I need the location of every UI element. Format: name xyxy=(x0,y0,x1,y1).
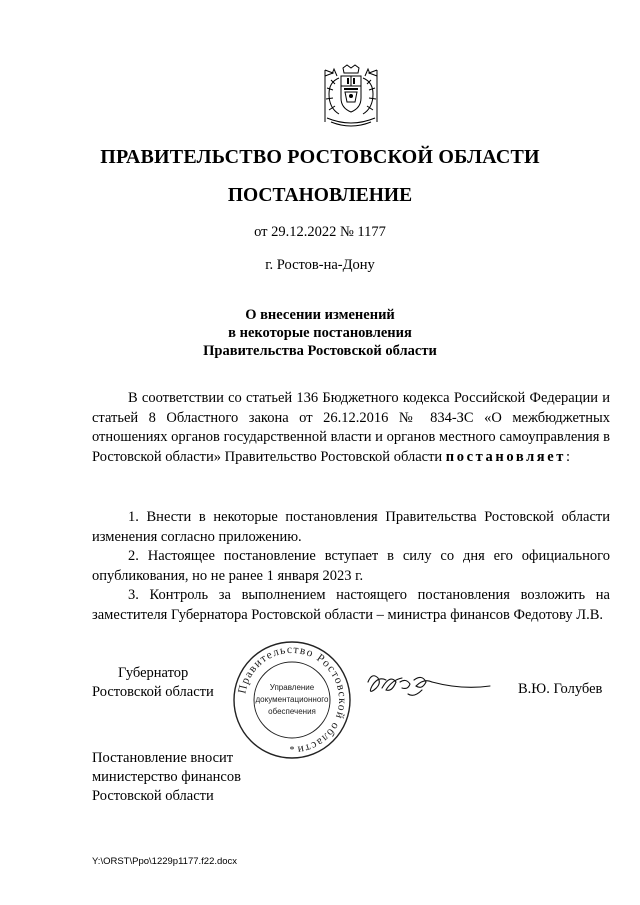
file-path: Y:\ORST\Ppo\1229p1177.f22.docx xyxy=(92,856,238,867)
authority-title: ПРАВИТЕЛЬСТВО РОСТОВСКОЙ ОБЛАСТИ xyxy=(100,146,540,168)
document-city: г. Ростов-на-Дону xyxy=(265,257,375,273)
signatory-position xyxy=(92,664,214,702)
official-stamp xyxy=(232,640,352,760)
handwritten-signature xyxy=(362,668,494,704)
document-date-number: от 29.12.2022 № 1177 xyxy=(254,224,386,240)
stamp-center-line: обеспечения xyxy=(268,707,316,716)
resolution-items xyxy=(92,508,610,625)
resolves-word: постановляет xyxy=(445,448,567,465)
introduced-by-line: министерство финансов xyxy=(92,769,241,785)
document-subject xyxy=(0,306,640,360)
introduced-by-line: Ростовской области xyxy=(92,788,214,804)
signatory-position-line: Губернатор xyxy=(118,665,189,681)
resolution-item: 1. Внести в некоторые постановления Правительства Ростовской области изменения согласно приложению. xyxy=(92,509,610,545)
introduced-by xyxy=(92,749,241,806)
preamble-paragraph xyxy=(92,389,610,467)
resolution-item: 3. Контроль за выполнением настоящего постановления возложить на заместителя Губернатора Ростовской области – министра финансов Федотову Л.В. xyxy=(92,587,610,623)
signatory-name: В.Ю. Голубев xyxy=(518,681,603,697)
preamble-text: В соответствии со статьей 136 Бюджетного кодекса Российской Федерации и статьей 8 Областного закона от 26.12.2016 № 834-ЗС «О межбюджетных отношениях органов государственной власти и органов местного самоуправления в Ростовской области» Правительство Ростовской области xyxy=(92,390,610,465)
subject-line: Правительства Ростовской области xyxy=(203,343,437,359)
coat-of-arms-icon xyxy=(317,64,385,128)
stamp-center-line: документационного xyxy=(255,695,329,704)
stamp-ring-text: Правительство Ростовской области xyxy=(236,643,349,756)
document-type: ПОСТАНОВЛЕНИЕ xyxy=(227,185,413,206)
subject-line: в некоторые постановления xyxy=(228,325,412,341)
introduced-by-line: Постановление вносит xyxy=(92,750,234,766)
resolution-item: 2. Настоящее постановление вступает в силу со дня его официального опубликования, но не ранее 1 января 2023 г. xyxy=(92,548,610,584)
stamp-star: * xyxy=(289,745,295,756)
signatory-position-line: Ростовской области xyxy=(92,684,214,700)
stamp-center-line: Управление xyxy=(269,683,315,692)
subject-line: О внесении изменений xyxy=(245,307,395,323)
preamble-colon: : xyxy=(566,448,571,465)
